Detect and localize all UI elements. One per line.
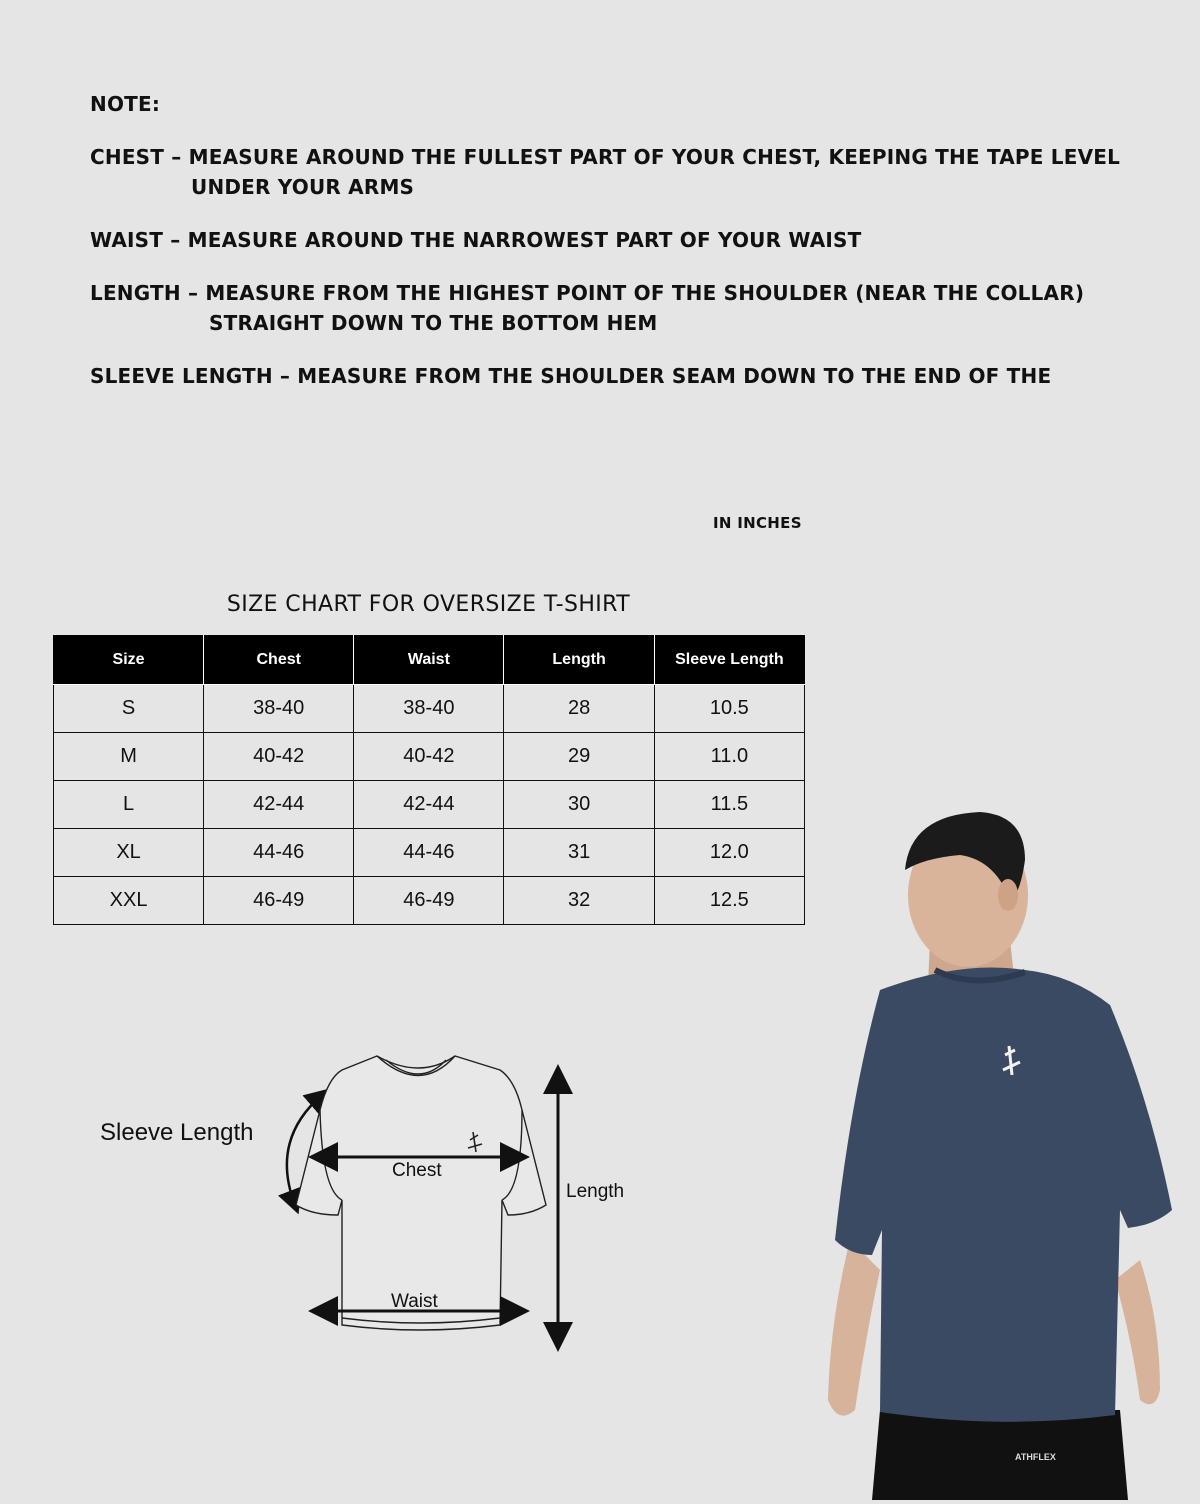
cell-waist: 42-44 (354, 781, 504, 829)
note-waist-line1: WAIST – MEASURE AROUND THE NARROWEST PART OF YOUR WAIST (90, 228, 862, 252)
note-chest-line1: CHEST – MEASURE AROUND THE FULLEST PART OF YOUR CHEST, KEEPING THE TAPE LEVEL (90, 145, 1121, 169)
size-chart-title: SIZE CHART FOR OVERSIZE T-SHIRT (226, 592, 631, 617)
cell-sleeve: 12.5 (654, 877, 804, 925)
tshirt-diagram-svg (90, 1040, 650, 1360)
tshirt-measurement-diagram (90, 1040, 650, 1360)
note-length (90, 278, 1190, 338)
cell-chest: 44-46 (204, 829, 354, 877)
cell-sleeve: 11.0 (654, 733, 804, 781)
left-arm (828, 1240, 880, 1416)
cell-length: 28 (504, 685, 654, 733)
shorts-logo-text: ATHFLEX (1015, 1452, 1056, 1462)
units-label: IN INCHES (713, 514, 802, 532)
note-sleeve-line1: SLEEVE LENGTH – MEASURE FROM THE SHOULDER SEAM DOWN TO THE END OF THE (90, 364, 1052, 388)
size-table (53, 635, 805, 925)
cell-waist: 46-49 (354, 877, 504, 925)
cell-size: M (54, 733, 204, 781)
cell-sleeve: 12.0 (654, 829, 804, 877)
table-row (54, 733, 805, 781)
cell-length: 30 (504, 781, 654, 829)
note-chest (90, 142, 1190, 202)
sleeve-length-label: Sleeve Length (100, 1119, 254, 1146)
cell-chest: 46-49 (204, 877, 354, 925)
header-length: Length (504, 636, 654, 685)
ear (998, 879, 1018, 911)
table-header-row (54, 636, 805, 685)
measurement-notes (90, 92, 1190, 414)
chest-diagram-label: Chest (392, 1160, 442, 1181)
cell-size: XXL (54, 877, 204, 925)
cell-length: 32 (504, 877, 654, 925)
model-illustration (810, 800, 1200, 1500)
note-sleeve-length (90, 361, 1190, 391)
cell-sleeve: 11.5 (654, 781, 804, 829)
cell-chest: 38-40 (204, 685, 354, 733)
table-row (54, 829, 805, 877)
model-photo (810, 800, 1200, 1500)
cell-length: 31 (504, 829, 654, 877)
cell-chest: 42-44 (204, 781, 354, 829)
header-waist: Waist (354, 636, 504, 685)
cell-waist: 40-42 (354, 733, 504, 781)
table-row (54, 685, 805, 733)
cell-size: XL (54, 829, 204, 877)
tshirt (835, 968, 1172, 1422)
cell-size: S (54, 685, 204, 733)
cell-waist: 44-46 (354, 829, 504, 877)
note-waist (90, 225, 1190, 255)
cell-chest: 40-42 (204, 733, 354, 781)
length-diagram-label: Length (566, 1181, 625, 1202)
right-arm (1115, 1260, 1160, 1404)
note-chest-line2: UNDER YOUR ARMS (191, 175, 415, 199)
cell-size: L (54, 781, 204, 829)
waist-diagram-label: Waist (391, 1291, 438, 1312)
table-row (54, 877, 805, 925)
note-length-line1: LENGTH – MEASURE FROM THE HIGHEST POINT OF THE SHOULDER (NEAR THE COLLAR) (90, 281, 1085, 305)
tshirt-outline (296, 1056, 546, 1330)
cell-length: 29 (504, 733, 654, 781)
cell-waist: 38-40 (354, 685, 504, 733)
table-row (54, 781, 805, 829)
header-chest: Chest (204, 636, 354, 685)
shorts (872, 1410, 1128, 1500)
cell-sleeve: 10.5 (654, 685, 804, 733)
header-sleeve-length: Sleeve Length (654, 636, 804, 685)
note-title: NOTE: (90, 92, 161, 116)
note-length-line2: STRAIGHT DOWN TO THE BOTTOM HEM (209, 311, 658, 335)
header-size: Size (54, 636, 204, 685)
